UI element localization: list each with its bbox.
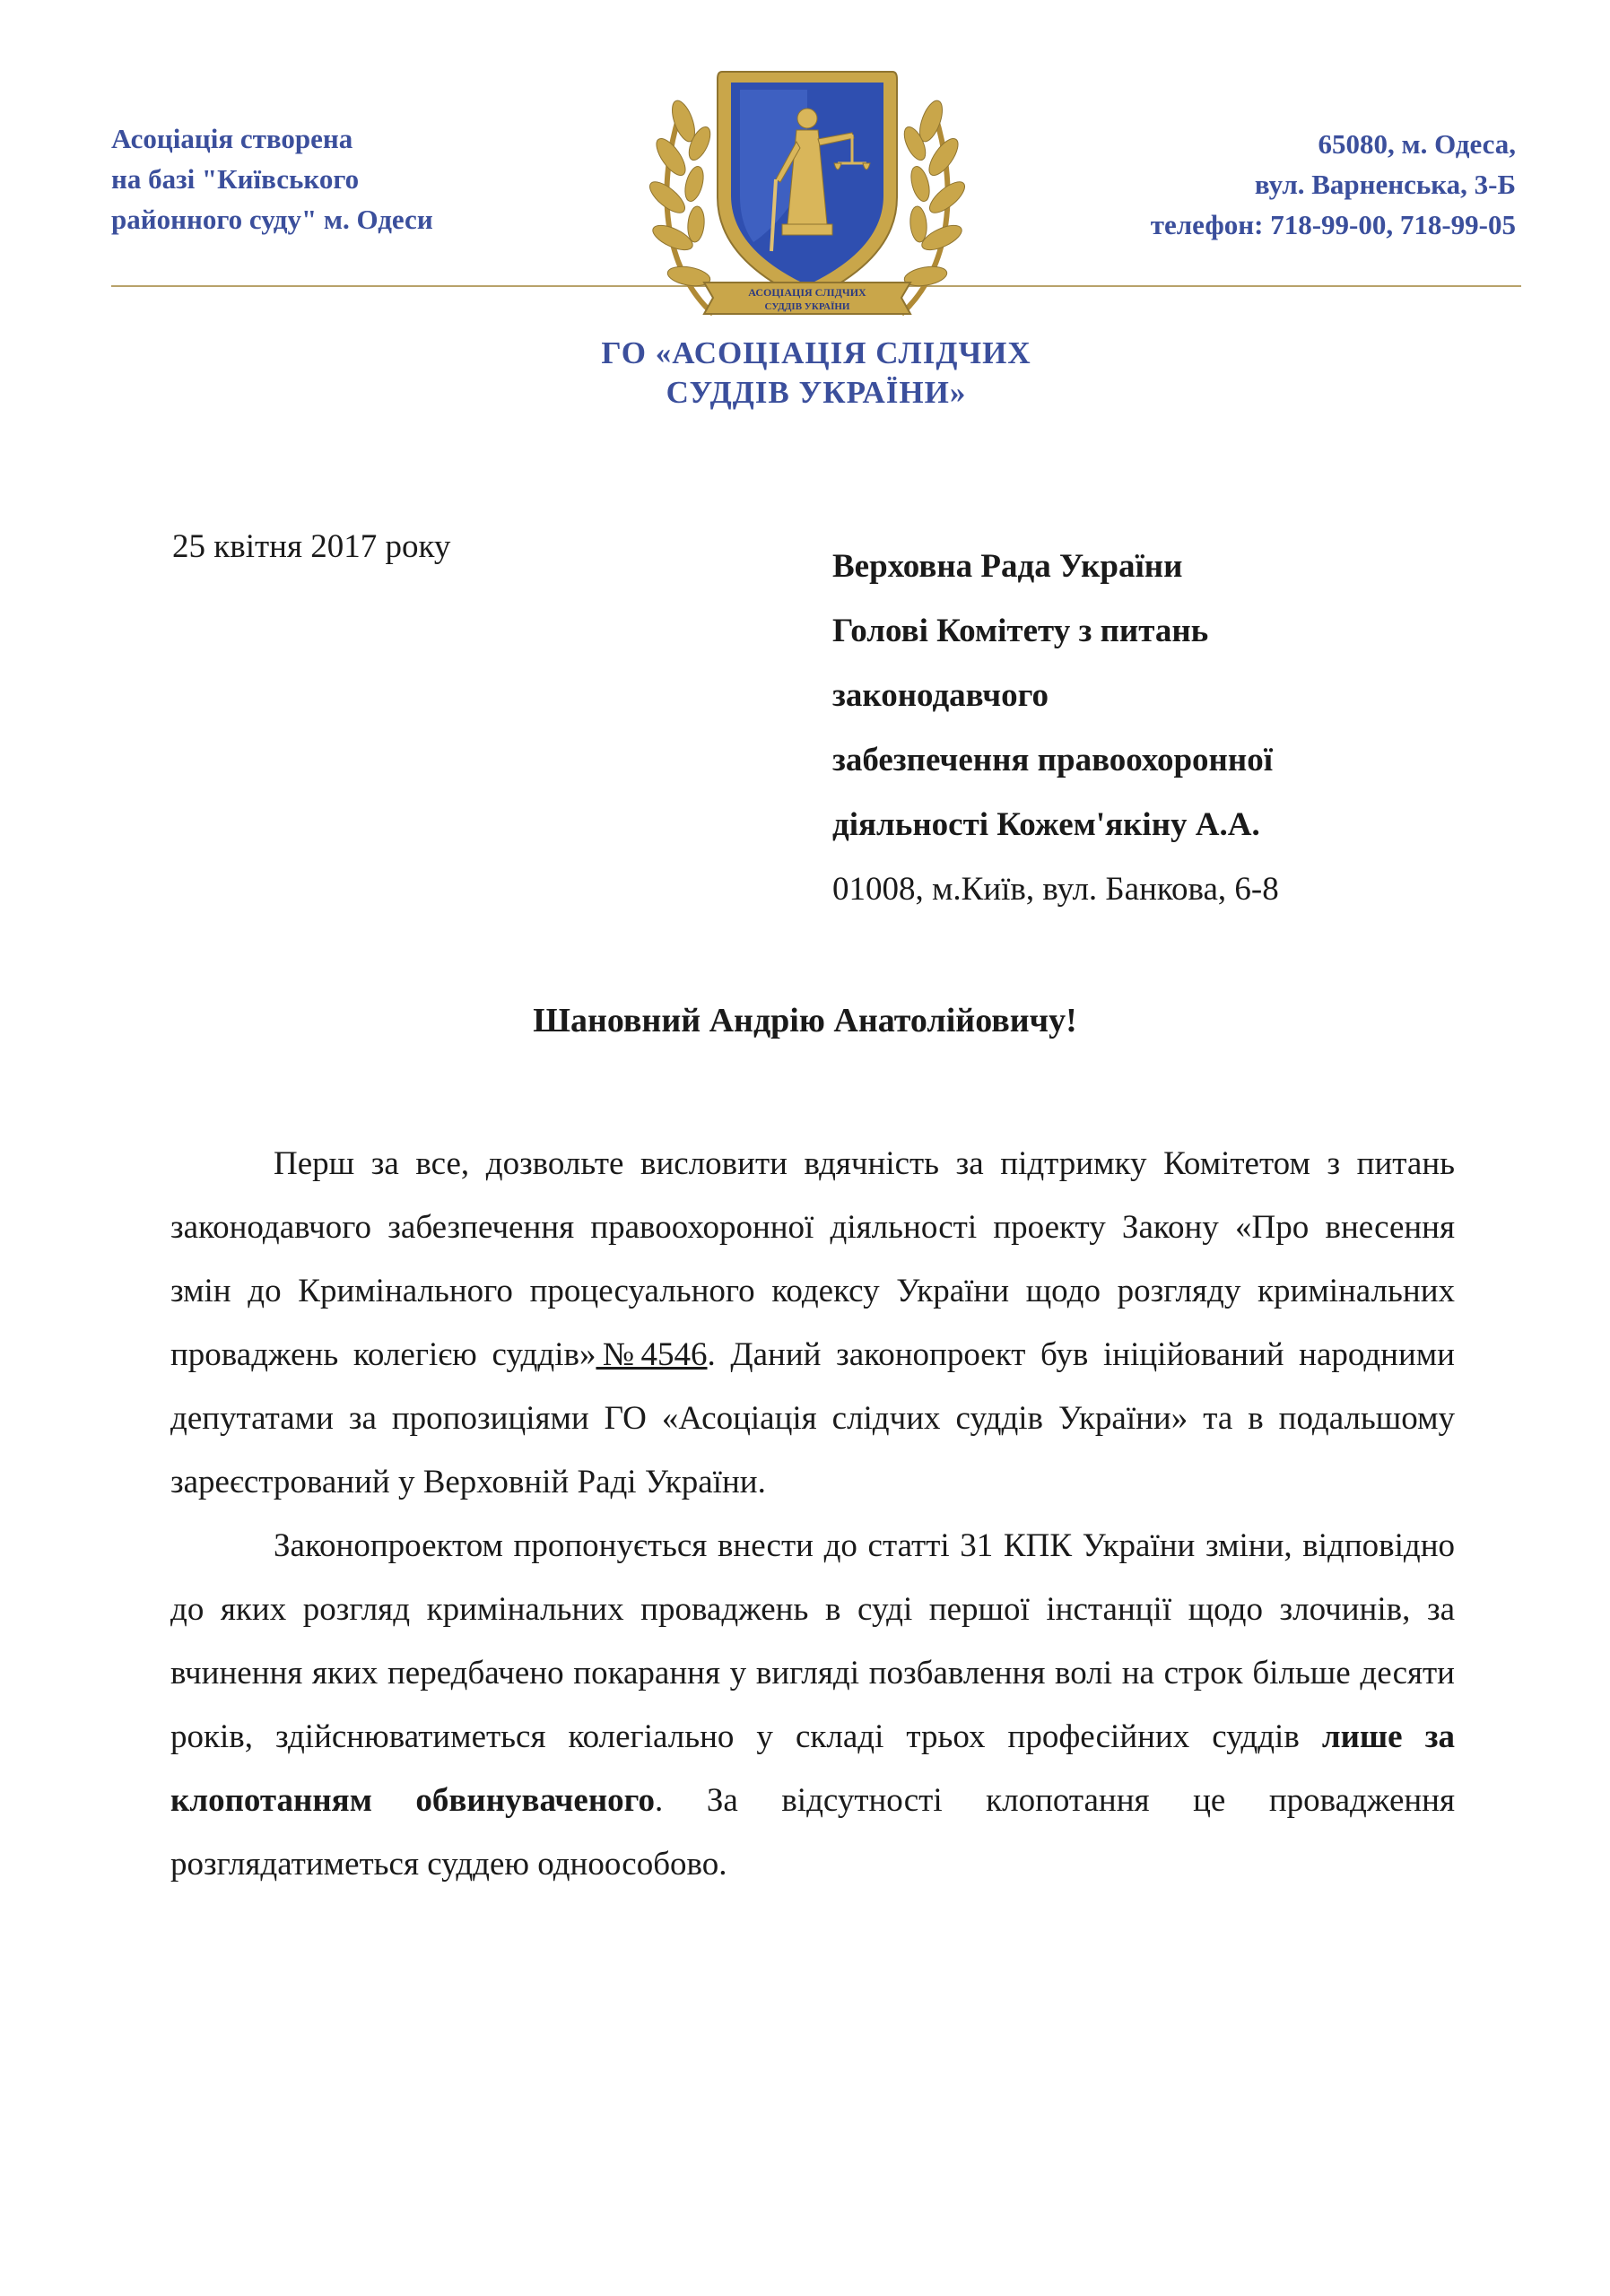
paragraph-1-text: Перш за все, дозвольте висловити вдячність за підтримку Комітетом з питань законодавчого забезпечення правоохоронної діяльності проекту Закону «Про внесення змін до Кримінального процесуального кодексу України щодо розгляду кримінальних проваджень колегією суддів» <box>170 1145 1455 1373</box>
letter-body <box>170 1132 1455 1896</box>
header-left-line: на базі "Київського <box>111 163 360 195</box>
organization-title-line: ГО «АСОЦІАЦІЯ СЛІДЧИХ <box>601 335 1031 370</box>
emblem-ribbon-text: СУДДІВ УКРАЇНИ <box>764 301 850 312</box>
paragraph-1 <box>170 1132 1455 1514</box>
paragraph-2 <box>170 1514 1455 1896</box>
paragraph-2-text-cont: . За відсутності клопотання це провадження розглядатиметься суддею одноособово. <box>170 1782 1455 1883</box>
salutation: Шановний Андрію Анатолійовичу! <box>533 1002 1077 1039</box>
bill-number: №4546 <box>596 1336 708 1373</box>
addressee-block <box>832 535 1279 922</box>
paragraph-2-text: Законопроектом пропонується внести до статті 31 КПК України зміни, відповідно до яких розгляд кримінальних проваджень в суді першої інстанції щодо злочинів, за вчинення яких передбачено покарання у вигляді позбавлення волі на строк більше десяти років, здійснюватиметься колегіально у складі трьох професійних суддів <box>170 1527 1455 1755</box>
organization-title <box>502 334 1130 413</box>
paragraph-2-emphasis: лише за клопотанням обвинуваченого <box>170 1718 1455 1819</box>
paragraph-1-text-cont: . Даний законопроект був ініційований народними депутатами за пропозиціями ГО «Асоціація слідчих суддів України» та в подальшому зареєстрований у Верховній Раді України. <box>170 1336 1455 1500</box>
letter-date: 25 квітня 2017 року <box>172 528 451 565</box>
addressee-line: забезпечення правоохоронної <box>832 742 1273 778</box>
addressee-line: Верховна Рада України <box>832 548 1183 585</box>
addressee-line: законодавчого <box>832 677 1049 714</box>
addressee-line: діяльності Кожем'якіну А.А. <box>832 806 1260 843</box>
header-left-line: Асоціація створена <box>111 123 353 154</box>
association-emblem-logo <box>628 45 987 350</box>
header-left-association-info <box>111 118 433 239</box>
addressee-address: 01008, м.Київ, вул. Банкова, 6-8 <box>832 871 1279 908</box>
header-right-line: телефон: 718-99-00, 718-99-05 <box>1150 209 1516 240</box>
addressee-line: Голові Комітету з питань <box>832 613 1209 649</box>
emblem-ribbon-text: АСОЦІАЦІЯ СЛІДЧИХ <box>748 286 866 299</box>
organization-title-line: СУДДІВ УКРАЇНИ» <box>666 375 967 410</box>
header-right-contact-info <box>1151 124 1516 245</box>
header-right-line: вул. Варненська, 3-Б <box>1254 169 1516 200</box>
header-left-line: районного суду" м. Одеси <box>111 204 433 235</box>
header-right-line: 65080, м. Одеса, <box>1318 128 1516 160</box>
